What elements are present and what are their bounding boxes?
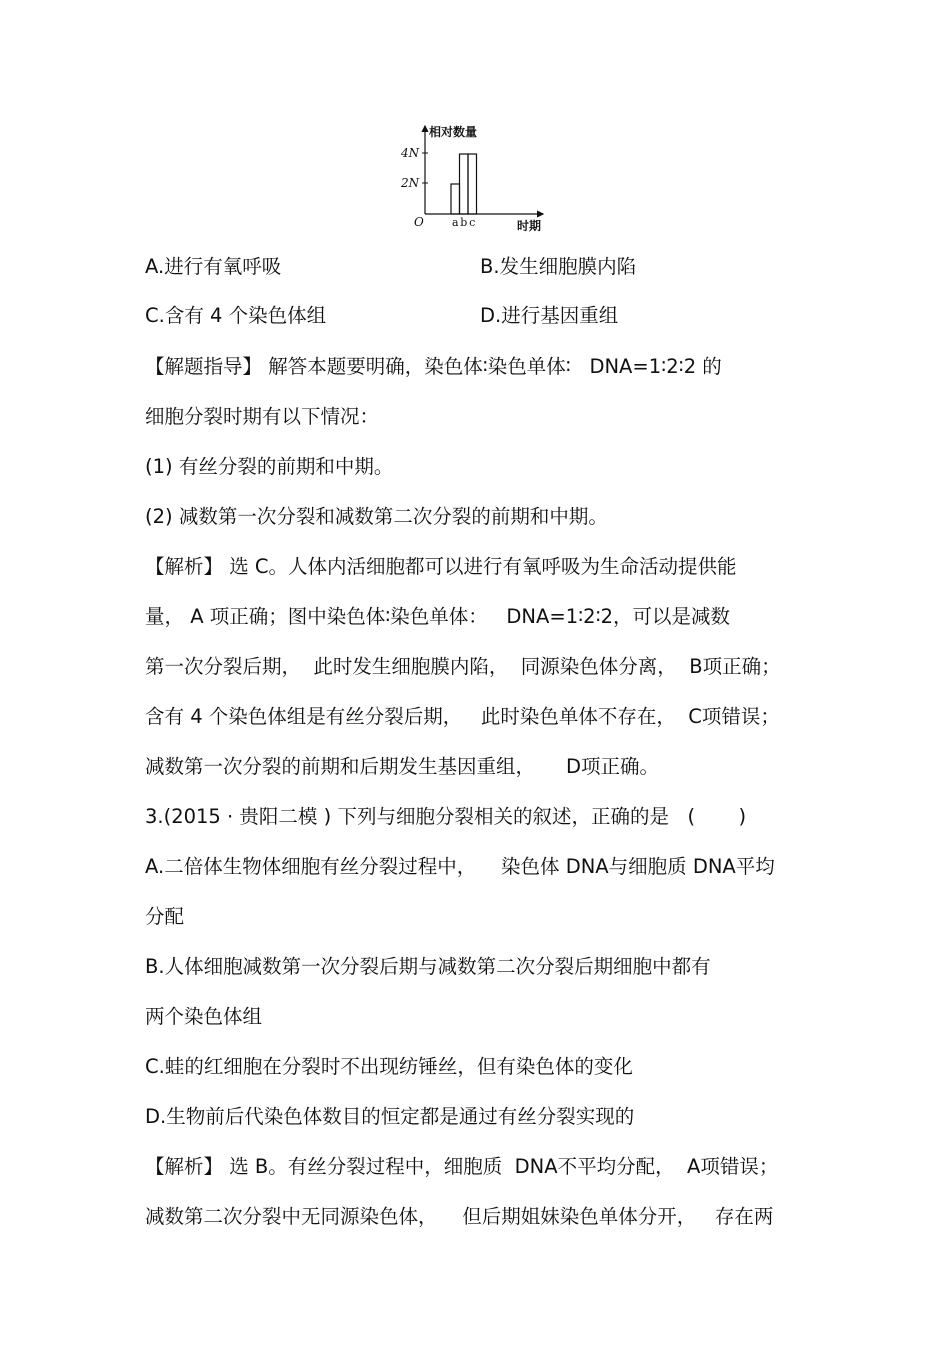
category-label-a: a bbox=[451, 216, 459, 229]
analysis-2-line-2: 减数第二次分裂中无同源染色体， 但后期姐妹染色单体分开， 存在两 bbox=[145, 1205, 774, 1228]
question-3-option-a-1: A.二倍体生物体细胞有丝分裂过程中， 染色体 DNA与细胞质 DNA平均 bbox=[145, 855, 775, 878]
analysis-1-line-2: 量， A 项正确；图中染色体∶染色单体： DNA=1∶2∶2，可以是减数 bbox=[145, 605, 731, 628]
question-3-option-c: C.蛙的红细胞在分裂时不出现纺锤丝，但有染色体的变化 bbox=[145, 1055, 633, 1078]
option-a-1: A.进行有氧呼吸 bbox=[145, 255, 282, 278]
analysis-1-line-1: 【解析】 选 C。人体内活细胞都可以进行有氧呼吸为生命活动提供能 bbox=[145, 555, 737, 578]
y-axis-label: 相对数量 bbox=[429, 125, 478, 139]
question-3-option-b-1: B.人体细胞减数第一次分裂后期与减数第二次分裂后期细胞中都有 bbox=[145, 955, 711, 978]
bars-group bbox=[451, 154, 477, 214]
analysis-1-line-4: 含有 4 个染色体组是有丝分裂后期， 此时染色单体不存在， C项错误； bbox=[145, 705, 780, 728]
origin-label: O bbox=[414, 215, 424, 229]
analysis-2-line-1: 【解析】 选 B。有丝分裂过程中，细胞质 DNA不平均分配， A项错误； bbox=[145, 1155, 779, 1178]
option-b-1: B.发生细胞膜内陷 bbox=[480, 255, 637, 278]
question-3-option-a-2: 分配 bbox=[145, 905, 185, 928]
chart-svg bbox=[395, 118, 555, 240]
option-d-1: D.进行基因重组 bbox=[480, 304, 619, 327]
analysis-1-line-5: 减数第一次分裂的前期和后期发生基因重组， D项正确。 bbox=[145, 755, 660, 778]
question-3-option-d: D.生物前后代染色体数目的恒定都是通过有丝分裂实现的 bbox=[145, 1105, 635, 1128]
tick-label-2n: 2N bbox=[401, 176, 420, 190]
guide-line-4: (2) 减数第一次分裂和减数第二次分裂的前期和中期。 bbox=[145, 505, 608, 528]
category-label-b: b bbox=[460, 216, 468, 229]
guide-line-1: 【解题指导】 解答本题要明确，染色体∶染色单体∶ DNA=1∶2∶2 的 bbox=[145, 355, 722, 378]
question-3-stem: 3.(2015 · 贵阳二模 ) 下列与细胞分裂相关的叙述，正确的是 ( ) bbox=[145, 805, 747, 828]
bar-c bbox=[468, 154, 477, 214]
guide-line-2: 细胞分裂时期有以下情况： bbox=[145, 405, 380, 428]
guide-line-3: (1) 有丝分裂的前期和中期。 bbox=[145, 455, 394, 478]
bar-a bbox=[451, 184, 460, 214]
analysis-1-line-3: 第一次分裂后期， 此时发生细胞膜内陷， 同源染色体分离， B项正确； bbox=[145, 655, 781, 678]
x-axis-label: 时期 bbox=[517, 219, 542, 233]
relative-amount-chart bbox=[395, 118, 555, 240]
category-label-c: c bbox=[469, 216, 476, 229]
option-c-1: C.含有 4 个染色体组 bbox=[145, 304, 327, 327]
tick-label-4n: 4N bbox=[401, 146, 420, 160]
bar-b bbox=[460, 154, 469, 214]
category-labels bbox=[452, 216, 475, 229]
question-3-option-b-2: 两个染色体组 bbox=[145, 1005, 263, 1028]
